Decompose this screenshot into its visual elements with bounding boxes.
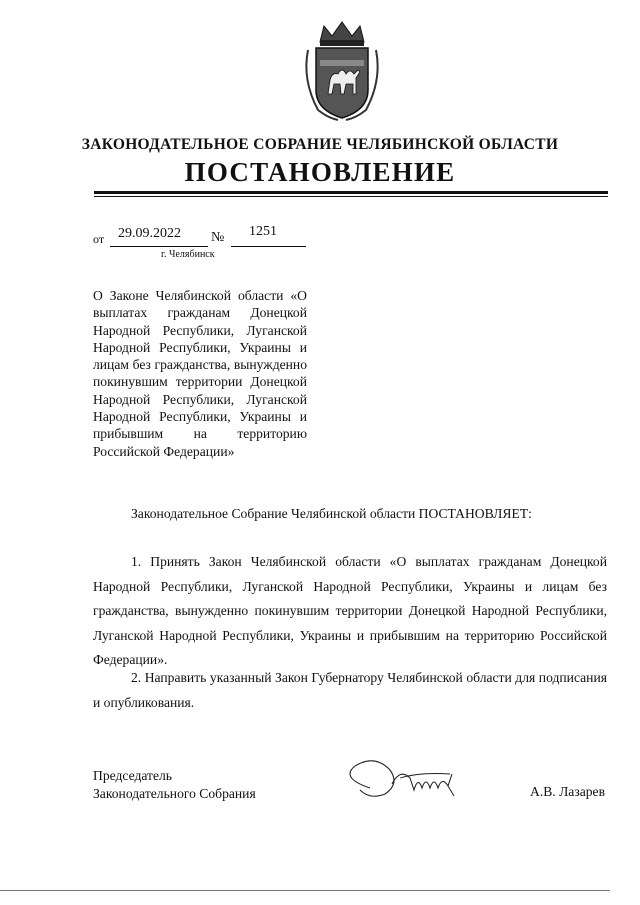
header-rule-thin	[94, 196, 608, 197]
coat-of-arms-icon	[298, 20, 386, 122]
header-rule-thick	[94, 191, 608, 194]
decree-item-2: 2. Направить указанный Закон Губернатору Челябинской области для подписания и опубликования.	[93, 670, 607, 710]
handwritten-signature	[330, 748, 480, 808]
number-label: №	[211, 230, 225, 245]
signer-title-line-1: Председатель	[93, 768, 172, 783]
signer-title-line-2: Законодательного Собрания	[93, 786, 256, 801]
document-date: 29.09.2022	[118, 226, 181, 241]
signer-name: А.В. Лазарев	[530, 784, 605, 799]
decree-item-1: 1. Принять Закон Челябинской области «О выплатах гражданам Донецкой Народной Республики, Луганской Народной Республики, Украины и лицам без гражданства, вынужденно покинувшим территории Донецкой Народной Республики, Луганской Народной Республики, Украины и прибывшим на территорию Российской Федерации».	[93, 554, 607, 668]
decree-intro: Законодательное Собрание Челябинской области ПОСТАНОВЛЯЕТ:	[131, 506, 532, 521]
date-label: от	[93, 232, 105, 246]
city-label: г. Челябинск	[161, 249, 215, 260]
signer-title	[93, 767, 256, 803]
bottom-rule	[0, 890, 610, 891]
document-number: 1251	[249, 224, 277, 239]
document-subject: О Законе Челябинской области «О выплатах гражданам Донецкой Народной Республики, Луганской Народной Республики, Украины и лицам без гражданства, вынужденно покинувшим территории Донецкой Народной Республики, Луганской Народной Республики, Украины и прибывшим на территорию Российской Федерации»	[93, 288, 307, 459]
organization-title: ЗАКОНОДАТЕЛЬНОЕ СОБРАНИЕ ЧЕЛЯБИНСКОЙ ОБЛАСТИ	[81, 136, 559, 153]
document-type-title: ПОСТАНОВЛЕНИЕ	[184, 157, 456, 187]
